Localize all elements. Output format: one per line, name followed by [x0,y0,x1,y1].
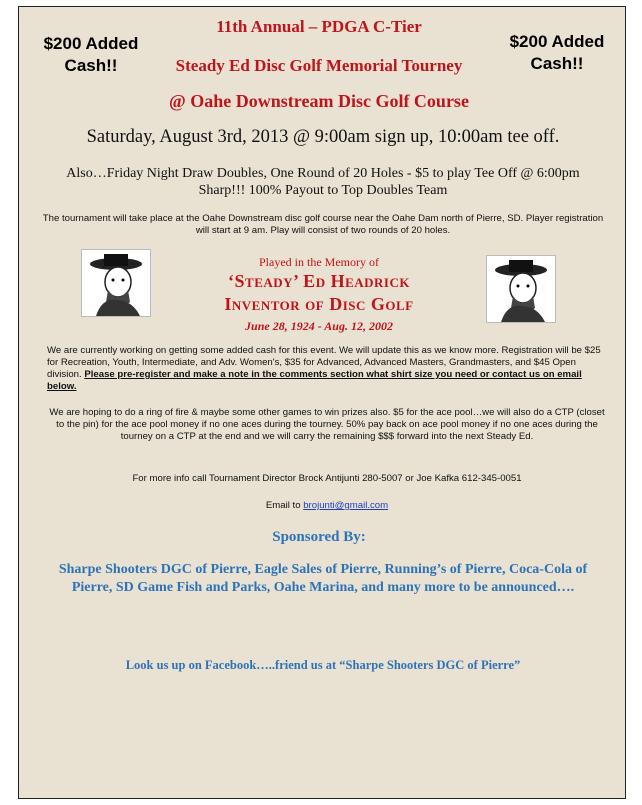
memorial-dates: June 28, 1924 - Aug. 12, 2002 [245,319,393,333]
memorial-name: ‘Steady’ Ed Headrick [228,271,410,291]
sponsors-heading: Sponsored By: [272,529,366,545]
registration-emphasis: Please pre-register and make a note in the comments section what shirt size you need or contact us on email below. [47,369,582,392]
steady-ed-portrait-right [486,255,556,323]
email-link[interactable]: brojunti@gmail.com [303,500,389,511]
location-text: The tournament will take place at the Oahe Downstream disc golf course near the Oahe Dam north of Pierre, SD. Player registration will start at 9 am. Play will consist of two rounds of 20 holes. [42,213,604,236]
email-label: Email to [265,500,304,511]
header-line-1: 11th Annual – PDGA C-Tier [216,17,422,36]
steady-ed-portrait-left [81,249,151,317]
added-cash-right: $200 Added Cash!! [509,32,605,73]
flyer-page [18,6,626,799]
steady-ed-portrait-icon [82,250,150,316]
registration-text [47,345,607,393]
memorial-played-in: Played in the Memory of [259,255,379,269]
sponsors-list: Sharpe Shooters DGC of Pierre, Eagle Sales of Pierre, Running’s of Pierre, Coca-Cola of Pierre, SD Game Fish and Parks, Oahe Marina, and many more to be announced…. [58,562,588,595]
steady-ed-portrait-icon [487,256,555,322]
friday-line: Also…Friday Night Draw Doubles, One Round of 20 Holes - $5 to play Tee Off @ 6:00pm Sharp!!! 100% Payout to Top Doubles Team [66,166,580,198]
memorial-title: Inventor of Disc Golf [224,294,414,314]
header-line-3: @ Oahe Downstream Disc Golf Course [169,91,469,111]
email-line [47,500,607,512]
header-line-2: Steady Ed Disc Golf Memorial Tourney [175,56,463,75]
added-cash-left: $200 Added Cash!! [43,34,139,75]
ring-of-fire-text: We are hoping to do a ring of fire & maybe some other games to win prizes also. $5 for the ace pool…we will also do a CTP (closet to the pin) for the ace pool money if no one aces during the tourney. 50% pay back on ace pool money if no one aces during the tourney on a CTP at the end and we will carry the remaining $$$ forward into the next Steady Ed. [49,407,605,442]
contact-text: For more info call Tournament Director Brock Antijunti 280-5007 or Joe Kafka 612-345-0051 [132,473,522,484]
registration-body: We are currently working on getting some added cash for this event. We will update this as we know more. Registration will be $25 for Recreation, Youth, Intermediate, and Adv. Women's, $35 for Advanced, Advanced Masters, Grandmasters, and $45 Open division. [47,345,601,380]
facebook-line: Look us up on Facebook…..friend us at “Sharpe Shooters DGC of Pierre” [125,658,521,672]
date-line: Saturday, August 3rd, 2013 @ 9:00am sign up, 10:00am tee off. [86,127,560,147]
